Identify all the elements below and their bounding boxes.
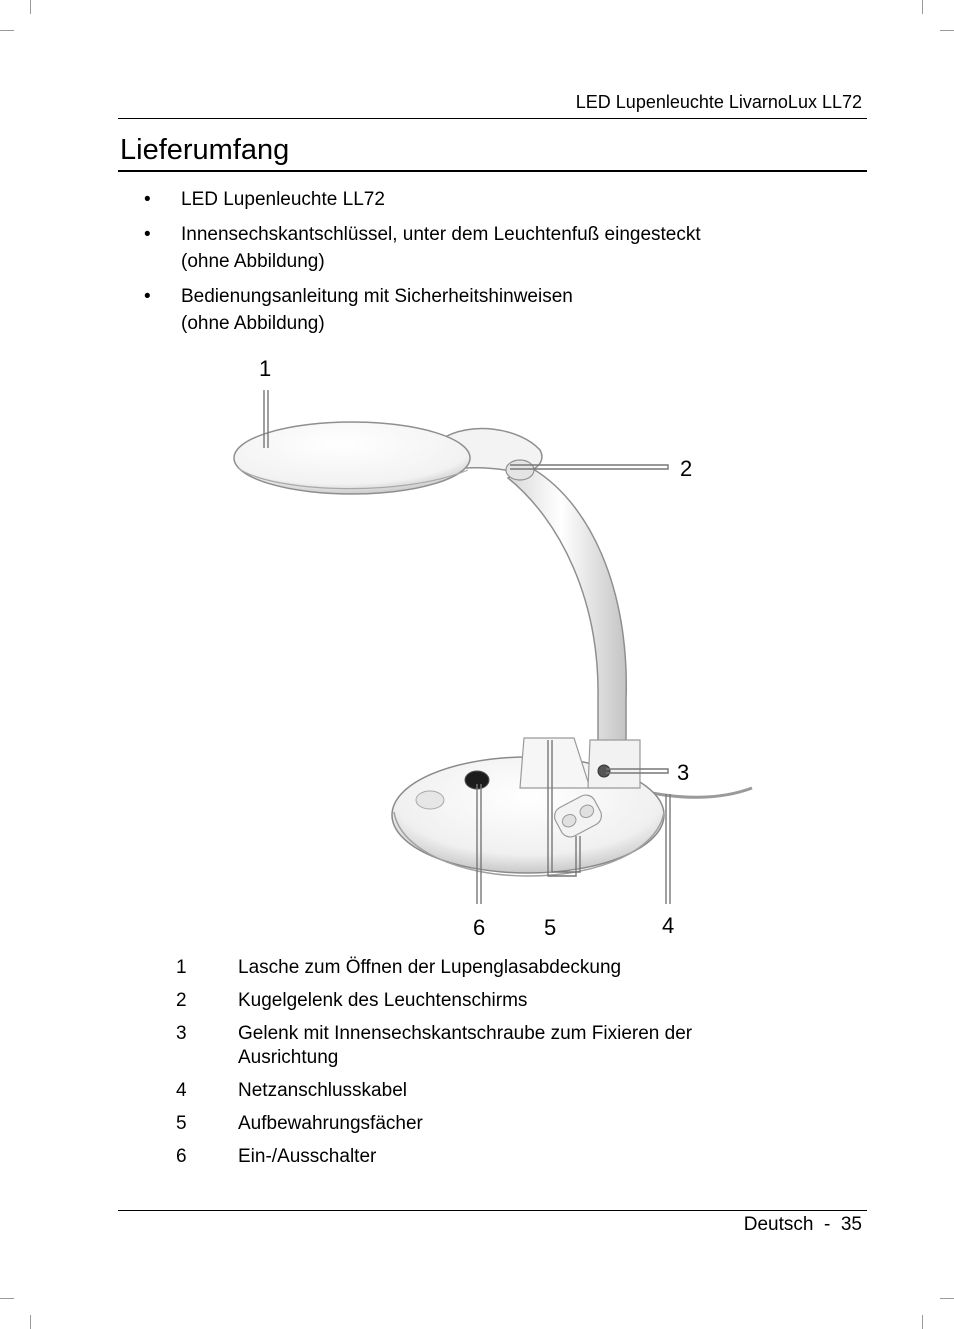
- legend-number: 6: [176, 1146, 187, 1167]
- legend-number: 5: [176, 1113, 187, 1134]
- section-title: Lieferumfang: [120, 134, 290, 166]
- bullet-icon: •: [144, 224, 151, 245]
- lamp-arm: [508, 466, 626, 752]
- legend-number: 2: [176, 990, 187, 1011]
- legend-number: 1: [176, 957, 187, 978]
- callout-6: 6: [473, 915, 486, 940]
- legend-row: [176, 956, 816, 980]
- legend-text: Aufbewahrungsfächer: [238, 1113, 423, 1134]
- legend-row: [176, 1022, 816, 1070]
- running-header: LED Lupenleuchte LivarnoLux LL72: [575, 92, 862, 112]
- joint-screw: [598, 765, 610, 777]
- list-item-text: LED Lupenleuchte LL72: [181, 189, 385, 210]
- list-item-text: (ohne Abbildung): [181, 313, 325, 334]
- page-footer: Deutsch - 35: [743, 1214, 862, 1235]
- legend-text: Ein-/Ausschalter: [238, 1146, 377, 1167]
- legend-text: Gelenk mit Innensechskantschraube zum Fixieren der Ausrichtung: [238, 1023, 693, 1068]
- bullet-icon: •: [144, 189, 151, 210]
- callout-1: 1: [259, 356, 272, 381]
- legend-row: [176, 1112, 816, 1136]
- list-item-text: Innensechskantschlüssel, unter dem Leuchtenfuß eingesteckt: [181, 224, 701, 245]
- callout-5: 5: [544, 915, 557, 940]
- parts-legend: [176, 956, 816, 1178]
- legend-row: [176, 1145, 816, 1169]
- list-item-text: Bedienungsanleitung mit Sicherheitshinweisen: [181, 286, 573, 307]
- callout-2: 2: [680, 456, 693, 481]
- bullet-icon: •: [144, 286, 151, 307]
- callout-4: 4: [662, 913, 675, 938]
- legend-text: Netzanschlusskabel: [238, 1080, 407, 1101]
- legend-text: Kugelgelenk des Leuchtenschirms: [238, 990, 528, 1011]
- lamp-head: [234, 422, 542, 494]
- legend-row: [176, 989, 816, 1013]
- legend-number: 4: [176, 1080, 187, 1101]
- callout-3: 3: [677, 760, 690, 785]
- footer-rule: [118, 1210, 867, 1211]
- list-item-text: (ohne Abbildung): [181, 251, 325, 272]
- legend-row: [176, 1079, 816, 1103]
- legend-text: Lasche zum Öffnen der Lupenglasabdeckung: [238, 957, 622, 978]
- legend-number: 3: [176, 1023, 187, 1044]
